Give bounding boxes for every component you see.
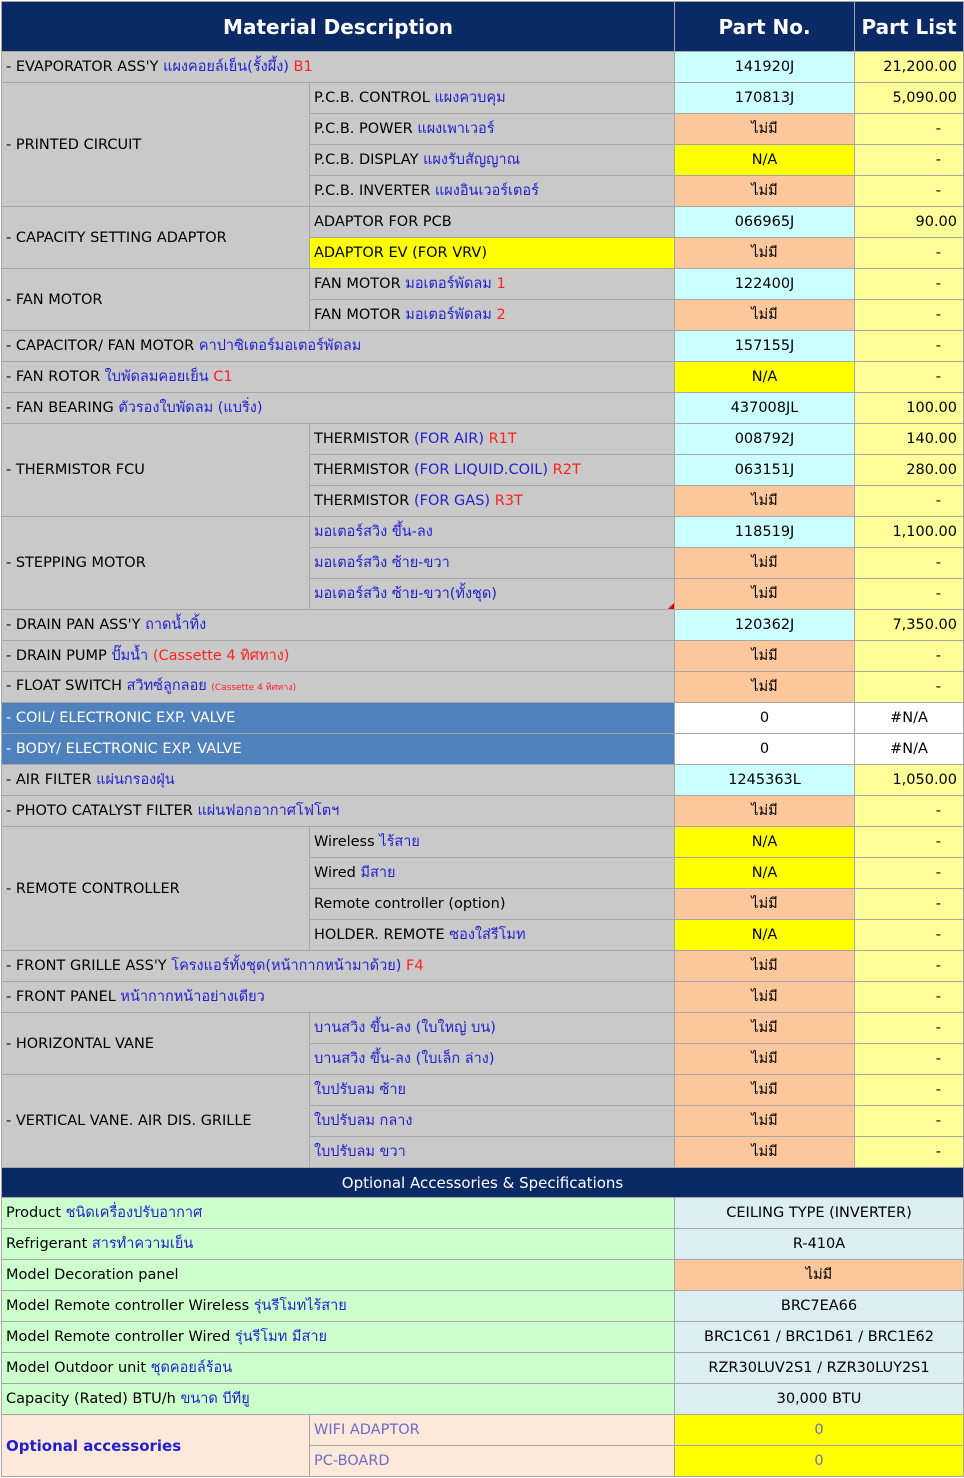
desc: บานสวิง ขึ้น-ลง (ใบใหญ่ บน) bbox=[310, 1013, 675, 1044]
desc: P.C.B. CONTROL แผงควบคุม bbox=[310, 83, 675, 114]
row-front-grille bbox=[2, 951, 964, 982]
part-no: ไม่มี bbox=[675, 672, 855, 703]
price: 140.00 bbox=[855, 424, 964, 455]
price: - bbox=[855, 827, 964, 858]
desc: - FAN ROTOR ใบพัดลมคอยเย็น C1 bbox=[2, 362, 675, 393]
group-stepping-motor: - STEPPING MOTOR bbox=[2, 517, 310, 610]
group-capacity-setting-adaptor: - CAPACITY SETTING ADAPTOR bbox=[2, 207, 310, 269]
desc: บานสวิง ขึ้น-ลง (ใบเล็ก ล่าง) bbox=[310, 1044, 675, 1075]
price: 21,200.00 bbox=[855, 52, 964, 83]
price: - bbox=[855, 269, 964, 300]
desc: มอเตอร์สวิง ซ้าย-ขวา(ทั้งชุด) bbox=[310, 579, 675, 610]
desc: ADAPTOR EV (FOR VRV) bbox=[310, 238, 675, 269]
spec-outdoor bbox=[2, 1353, 964, 1384]
part-no: N/A bbox=[675, 145, 855, 176]
desc: P.C.B. DISPLAY แผงรับสัญญาณ bbox=[310, 145, 675, 176]
desc: - PHOTO CATALYST FILTER แผ่นฟอกอากาศโฟโตฯ bbox=[2, 796, 675, 827]
row-pcb-control bbox=[2, 83, 964, 114]
price: 1,100.00 bbox=[855, 517, 964, 548]
row-vvane-1 bbox=[2, 1075, 964, 1106]
desc: ใบปรับลม ขวา bbox=[310, 1137, 675, 1168]
price: 90.00 bbox=[855, 207, 964, 238]
desc: - FLOAT SWITCH สวิทซ์ลูกลอย (Cassette 4 ทิศทาง) bbox=[2, 672, 675, 703]
part-no: 437008JL bbox=[675, 393, 855, 424]
part-no: ไม่มี bbox=[675, 1013, 855, 1044]
row-stepping-1 bbox=[2, 517, 964, 548]
group-remote-controller: - REMOTE CONTROLLER bbox=[2, 827, 310, 951]
part-no: ไม่มี bbox=[675, 1044, 855, 1075]
price: - bbox=[855, 920, 964, 951]
part-no: 122400J bbox=[675, 269, 855, 300]
desc: FAN MOTOR มอเตอร์พัดลม 1 bbox=[310, 269, 675, 300]
optional-pcboard-value: 0 bbox=[675, 1446, 964, 1477]
price: - bbox=[855, 300, 964, 331]
spec-label: Capacity (Rated) BTU/h ขนาด บีทียู bbox=[2, 1384, 675, 1415]
price: 280.00 bbox=[855, 455, 964, 486]
desc: ใบปรับลม ซ้าย bbox=[310, 1075, 675, 1106]
part-no: ไม่มี bbox=[675, 641, 855, 672]
part-no: ไม่มี bbox=[675, 548, 855, 579]
spec-value: 30,000 BTU bbox=[675, 1384, 964, 1415]
part-no: 141920J bbox=[675, 52, 855, 83]
spec-refrigerant bbox=[2, 1229, 964, 1260]
specs-title: Optional Accessories & Specifications bbox=[2, 1168, 964, 1198]
row-fan-bearing bbox=[2, 393, 964, 424]
spec-value: BRC7EA66 bbox=[675, 1291, 964, 1322]
price: 7,350.00 bbox=[855, 610, 964, 641]
part-no: 1245363L bbox=[675, 765, 855, 796]
part-no: ไม่มี bbox=[675, 951, 855, 982]
desc: - EVAPORATOR ASS'Y แผงคอยล์เย็น(รั้งผึ้ง) B1 bbox=[2, 52, 675, 83]
price: #N/A bbox=[855, 734, 964, 765]
price: #N/A bbox=[855, 703, 964, 734]
optional-accessories-label: Optional accessories bbox=[2, 1415, 310, 1477]
part-no: 066965J bbox=[675, 207, 855, 238]
row-photo-filter bbox=[2, 796, 964, 827]
price: - bbox=[855, 114, 964, 145]
price: - bbox=[855, 362, 964, 393]
desc: Wired มีสาย bbox=[310, 858, 675, 889]
desc: - DRAIN PAN ASS'Y ถาดน้ำทิ้ง bbox=[2, 610, 675, 641]
price: - bbox=[855, 176, 964, 207]
price: - bbox=[855, 486, 964, 517]
group-horizontal-vane: - HORIZONTAL VANE bbox=[2, 1013, 310, 1075]
part-no: ไม่มี bbox=[675, 982, 855, 1013]
part-no: N/A bbox=[675, 920, 855, 951]
price: - bbox=[855, 1044, 964, 1075]
price: - bbox=[855, 1137, 964, 1168]
price: - bbox=[855, 1013, 964, 1044]
part-no: ไม่มี bbox=[675, 579, 855, 610]
desc: มอเตอร์สวิง ขึ้น-ลง bbox=[310, 517, 675, 548]
row-float-switch bbox=[2, 672, 964, 703]
part-no: 008792J bbox=[675, 424, 855, 455]
spec-label: Product ชนิดเครื่องปรับอากาศ bbox=[2, 1198, 675, 1229]
spec-label: Model Outdoor unit ชุดคอยล์ร้อน bbox=[2, 1353, 675, 1384]
part-no: 0 bbox=[675, 703, 855, 734]
row-coil-valve bbox=[2, 703, 964, 734]
desc: THERMISTOR (FOR LIQUID.COIL) R2T bbox=[310, 455, 675, 486]
row-drain-pan bbox=[2, 610, 964, 641]
spec-remote-wired bbox=[2, 1322, 964, 1353]
price: 100.00 bbox=[855, 393, 964, 424]
row-drain-pump bbox=[2, 641, 964, 672]
desc: - FRONT GRILLE ASS'Y โครงแอร์ทั้งชุด(หน้ากากหน้ามาด้วย) F4 bbox=[2, 951, 675, 982]
part-no: 0 bbox=[675, 734, 855, 765]
part-no: ไม่มี bbox=[675, 1075, 855, 1106]
part-no: ไม่มี bbox=[675, 300, 855, 331]
optional-wifi-row bbox=[2, 1415, 964, 1446]
row-remote-wireless bbox=[2, 827, 964, 858]
desc: P.C.B. INVERTER แผงอินเวอร์เตอร์ bbox=[310, 176, 675, 207]
optional-wifi-value: 0 bbox=[675, 1415, 964, 1446]
header-row bbox=[2, 2, 964, 52]
part-no: ไม่มี bbox=[675, 1137, 855, 1168]
part-no: 157155J bbox=[675, 331, 855, 362]
desc: HOLDER. REMOTE ซองใส่รีโมท bbox=[310, 920, 675, 951]
price: - bbox=[855, 796, 964, 827]
optional-pcboard-name: PC-BOARD bbox=[310, 1446, 675, 1477]
part-no: N/A bbox=[675, 362, 855, 393]
spec-remote-wireless bbox=[2, 1291, 964, 1322]
desc: THERMISTOR (FOR AIR) R1T bbox=[310, 424, 675, 455]
price: - bbox=[855, 982, 964, 1013]
header-part-list: Part List bbox=[855, 2, 964, 52]
part-no: 118519J bbox=[675, 517, 855, 548]
part-no: ไม่มี bbox=[675, 176, 855, 207]
spec-decoration bbox=[2, 1260, 964, 1291]
desc: มอเตอร์สวิง ซ้าย-ขวา bbox=[310, 548, 675, 579]
price: - bbox=[855, 889, 964, 920]
desc: - AIR FILTER แผ่นกรองฝุ่น bbox=[2, 765, 675, 796]
row-air-filter bbox=[2, 765, 964, 796]
spec-value: R-410A bbox=[675, 1229, 964, 1260]
part-no: ไม่มี bbox=[675, 796, 855, 827]
part-no: ไม่มี bbox=[675, 238, 855, 269]
spec-product bbox=[2, 1198, 964, 1229]
row-adaptor-pcb bbox=[2, 207, 964, 238]
desc: THERMISTOR (FOR GAS) R3T bbox=[310, 486, 675, 517]
price: - bbox=[855, 858, 964, 889]
desc: Remote controller (option) bbox=[310, 889, 675, 920]
group-thermistor-fcu: - THERMISTOR FCU bbox=[2, 424, 310, 517]
price: - bbox=[855, 331, 964, 362]
part-no: ไม่มี bbox=[675, 889, 855, 920]
part-no: ไม่มี bbox=[675, 1106, 855, 1137]
price: - bbox=[855, 579, 964, 610]
part-no: 120362J bbox=[675, 610, 855, 641]
group-fan-motor: - FAN MOTOR bbox=[2, 269, 310, 331]
desc: ใบปรับลม กลาง bbox=[310, 1106, 675, 1137]
spec-value: RZR30LUV2S1 / RZR30LUY2S1 bbox=[675, 1353, 964, 1384]
price: - bbox=[855, 672, 964, 703]
price: 1,050.00 bbox=[855, 765, 964, 796]
optional-wifi-name: WIFI ADAPTOR bbox=[310, 1415, 675, 1446]
desc: - COIL/ ELECTRONIC EXP. VALVE bbox=[2, 703, 675, 734]
part-no: N/A bbox=[675, 858, 855, 889]
spec-capacity bbox=[2, 1384, 964, 1415]
row-front-panel bbox=[2, 982, 964, 1013]
row-body-valve bbox=[2, 734, 964, 765]
part-no: ไม่มี bbox=[675, 114, 855, 145]
desc: Wireless ไร้สาย bbox=[310, 827, 675, 858]
spec-label: Refrigerant สารทำความเย็น bbox=[2, 1229, 675, 1260]
desc: - BODY/ ELECTRONIC EXP. VALVE bbox=[2, 734, 675, 765]
price: 5,090.00 bbox=[855, 83, 964, 114]
row-evaporator bbox=[2, 52, 964, 83]
spec-label: Model Remote controller Wired รุ่นรีโมท มีสาย bbox=[2, 1322, 675, 1353]
desc: - FRONT PANEL หน้ากากหน้าอย่างเดียว bbox=[2, 982, 675, 1013]
spec-value: ไม่มี bbox=[675, 1260, 964, 1291]
specs-title-row bbox=[2, 1168, 964, 1198]
desc: - DRAIN PUMP ปั๊มน้ำ (Cassette 4 ทิศทาง) bbox=[2, 641, 675, 672]
spec-value: CEILING TYPE (INVERTER) bbox=[675, 1198, 964, 1229]
header-part-no: Part No. bbox=[675, 2, 855, 52]
row-capacitor bbox=[2, 331, 964, 362]
row-fan-rotor bbox=[2, 362, 964, 393]
part-no: 170813J bbox=[675, 83, 855, 114]
row-hvane-1 bbox=[2, 1013, 964, 1044]
price: - bbox=[855, 1075, 964, 1106]
spec-value: BRC1C61 / BRC1D61 / BRC1E62 bbox=[675, 1322, 964, 1353]
part-no: ไม่มี bbox=[675, 486, 855, 517]
group-printed-circuit: - PRINTED CIRCUIT bbox=[2, 83, 310, 207]
parts-table bbox=[1, 1, 964, 1477]
group-vertical-vane: - VERTICAL VANE. AIR DIS. GRILLE bbox=[2, 1075, 310, 1168]
price: - bbox=[855, 238, 964, 269]
desc: - CAPACITOR/ FAN MOTOR คาปาซิเตอร์มอเตอร์พัดลม bbox=[2, 331, 675, 362]
spec-label: Model Decoration panel bbox=[2, 1260, 675, 1291]
spec-label: Model Remote controller Wireless รุ่นรีโมทไร้สาย bbox=[2, 1291, 675, 1322]
price: - bbox=[855, 951, 964, 982]
desc: - FAN BEARING ตัวรองใบพัดลม (แบริ่ง) bbox=[2, 393, 675, 424]
row-fan-motor-1 bbox=[2, 269, 964, 300]
price: - bbox=[855, 641, 964, 672]
part-no: 063151J bbox=[675, 455, 855, 486]
row-thermistor-air bbox=[2, 424, 964, 455]
price: - bbox=[855, 1106, 964, 1137]
desc: FAN MOTOR มอเตอร์พัดลม 2 bbox=[310, 300, 675, 331]
header-material-description: Material Description bbox=[2, 2, 675, 52]
desc: ADAPTOR FOR PCB bbox=[310, 207, 675, 238]
desc: P.C.B. POWER แผงเพาเวอร์ bbox=[310, 114, 675, 145]
price: - bbox=[855, 145, 964, 176]
price: - bbox=[855, 548, 964, 579]
part-no: N/A bbox=[675, 827, 855, 858]
